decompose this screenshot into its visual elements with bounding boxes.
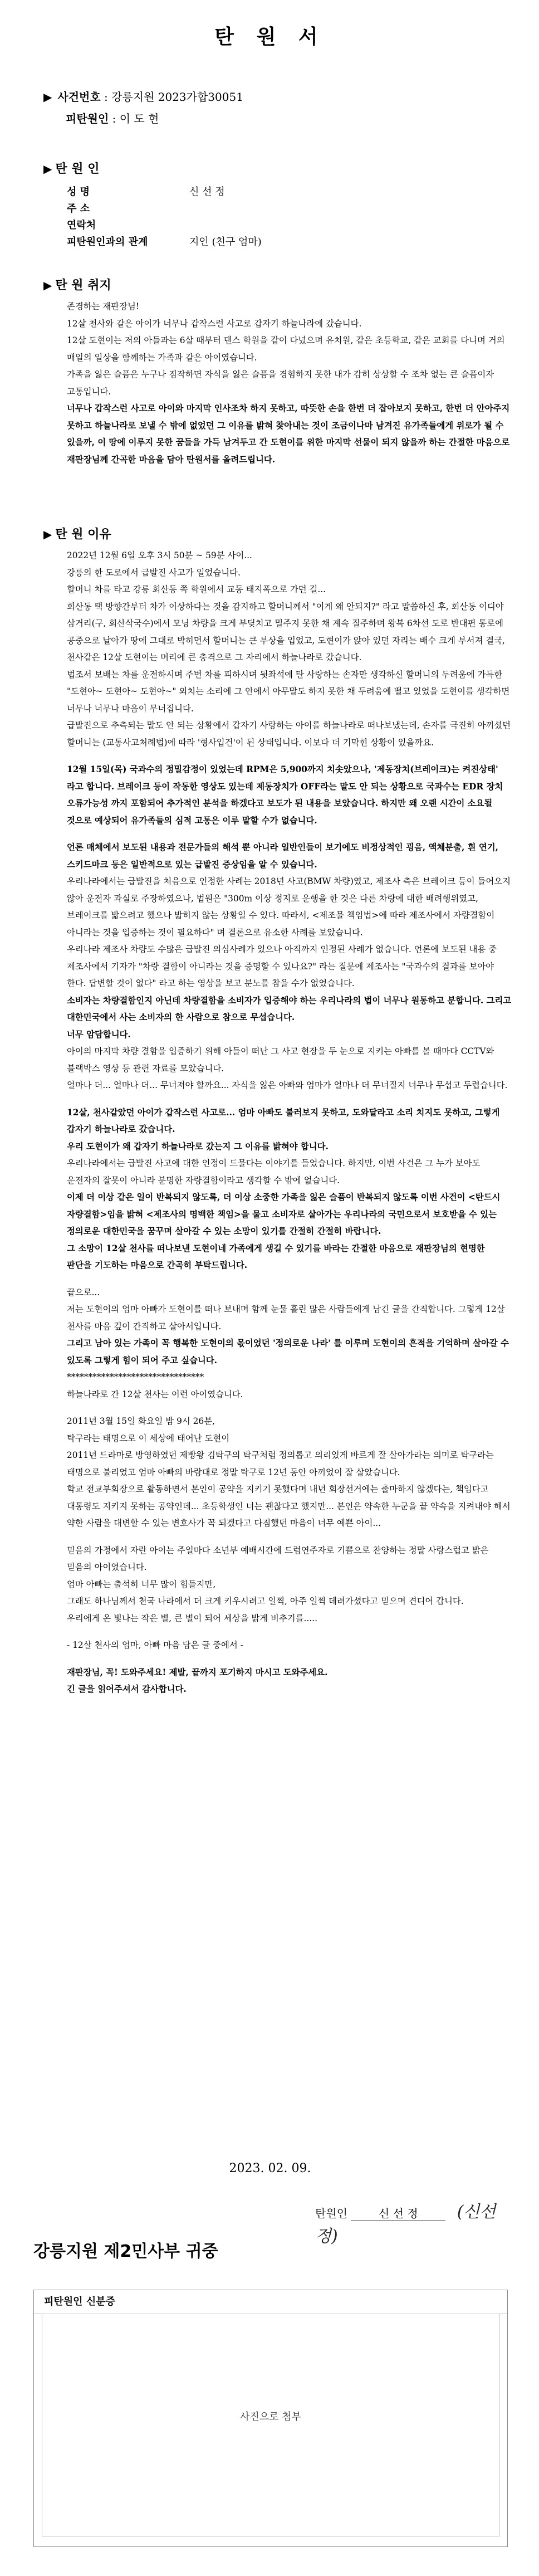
reason-section [67, 547, 512, 1698]
petitioner-relation-row [67, 234, 262, 248]
petitioner-name-row [67, 184, 225, 198]
triangle-bullet-icon: ▶ [43, 279, 52, 292]
reason-paragraph: 끝으로... 저는 도현이의 엄마 아빠가 도현이를 떠나 보내며 함께 눈물 흘린 많은 사람들에게 남긴 글을 간직합니다. 그렇게 12살 천사를 마음 깊이 간직하고 살아서입니다. [67, 1287, 505, 1331]
reason-paragraph-bold: 12살, 천사같았던 아이가 갑작스런 사고로... 엄마 아빠도 불러보지 못하고, 도와달라고 소리 치지도 못하고, 그렇게 갑자기 하늘나라로 갔습니다. 우리 도현이가 왜 갑자기 하늘나라로 갔는지 그 이유를 밝혀야 합니다. [67, 1107, 500, 1152]
info-key: 성 명 [67, 186, 90, 198]
reason-paragraph: 아이의 마지막 차량 결함을 입증하기 위해 아들이 떠난 그 사고 현장을 두 눈으로 지키는 아빠를 볼 때마다 CCTV와 블랙박스 영상 등 관련 자료를 모았습니다. 얼마나 더... 얼마나 더... 무너져야 할까요... 자식을 잃은 아빠와 엄마가 얼마나 더 무너질지 너무나 무섭고 두렵습니다. [67, 1046, 508, 1090]
case-number-label: 사건번호 [57, 90, 101, 104]
reason-paragraph-bold: 언론 매체에서 보도된 내용과 전문가들의 해석 뿐 아니라 일반인들이 보기에도 비정상적인 굉음, 액체분출, 흰 연기, 스키드마크 등은 일반적으로 있는 급발진 증상임을 알 수 있습니다. [67, 842, 502, 870]
reason-paragraph: ******************************** 하늘나라로 간 12살 천사는 이런 아이였습니다. [67, 1372, 243, 1399]
reason-paragraph-bold: 소비자는 차량결함인지 아닌데 차량결함을 소비자가 입증해야 하는 우리나라의 법이 너무나 원통하고 분합니다. 그리고 대한민국에서 사는 소비자의 한 사람으로 참으로 무섭습니다. 너무 암담합니다. [67, 995, 512, 1040]
info-key: 피탄원인과의 관계 [67, 236, 148, 248]
case-number-value: : 강릉지원 2023가합30051 [100, 90, 243, 104]
id-photo-frame [42, 2314, 499, 2536]
signer-name: 신 선 정 [351, 2204, 445, 2221]
purpose-section [67, 298, 512, 468]
reason-heading: ▶ 탄 원 이유 [43, 528, 111, 541]
petition-date: 2023. 02. 09. [229, 2162, 311, 2175]
purpose-heading: ▶ 탄 원 취지 [43, 279, 111, 292]
purpose-paragraph-bold: 너무나 갑작스런 사고로 아이와 마지막 인사조차 하지 못하고, 따뜻한 손을 한번 더 잡아보지 못하고, 한번 더 안아주지 못하고 하늘나라로 보낼 수 밖에 없었던 그 이유를 밝혀 찾아내는 것이 조금이나마 남겨진 유가족들에게 위로가 될 수 있을까, 이 땅에 이루지 못한 꿈들을 가득 남겨두고 간 도현이를 위한 마지막 선물이 되지 않을까 하는 간절한 마음으로 재판장님께 간곡한 마음을 담아 탄원서를 올려드립니다. [67, 403, 513, 465]
id-photo-box [33, 2290, 508, 2547]
reason-paragraph-bold: 그리고 남아 있는 가족이 꼭 행복한 도현이의 몫이었던 '정의로운 나라' 를 이루며 도현이의 흔적을 기억하며 살아갈 수 있도록 그렇게 힘이 되어 주고 싶습니다. [67, 1338, 512, 1365]
case-number-row [43, 88, 243, 104]
petitioner-address-row [67, 201, 189, 215]
info-key: 연락처 [67, 219, 96, 231]
id-photo-header: 피탄원인 신분증 [34, 2290, 507, 2314]
triangle-bullet-icon: ▶ [43, 162, 52, 175]
reason-paragraph-bold: 12월 15일(목) 국과수의 정밀감정이 있었는데 RPM은 5,900까지 치솟았으나, '제동장치(브레이크)는 켜진상태' 라고 합니다. 브레이크 등이 작동한 영상도 있는데 제동장치가 OFF라는 말도 안 되는 상황으로 국과수는 EDR 장치 오류가능성 까지 포함되어 추가적인 분석을 하겠다고 보도가 된 내용을 보았습니다. 하지만 왜 오랜 시간이 소요될 것으로 예상되어 유가족들의 심적 고통은 이루 말할 수가 없습니다. [67, 764, 506, 826]
info-key: 주 소 [67, 203, 90, 214]
petitioner-heading: ▶ 탄 원 인 [43, 162, 100, 176]
reason-quote-attribution: - 12살 천사의 엄마, 아빠 마음 담은 글 중에서 - [67, 1640, 243, 1650]
signature-seal: (신선정) [315, 2202, 496, 2246]
defendant-label: 피탄원인 [66, 112, 109, 125]
id-photo-placeholder: 사진으로 첨부 [239, 2411, 302, 2423]
document-title: 탄 원 서 [214, 25, 326, 48]
info-value: 지인 (친구 엄마) [189, 236, 262, 248]
reason-paragraph: 우리나라에서는 급발진을 처음으로 인정한 사례는 2018년 사고(BMW 차량)였고, 제조사 측은 브레이크 등이 들어오지 않아 운전자 과실로 주장하였으나, 법원은 "300m 이상 정지로 운행을 한 것은 다른 차량에 대한 배려행위였고, 브레이크를 밟으려고 했으나 밟히지 않는 상황일 수 있다. 따라서, <제조물 책임법>에 따라 제조사에서 자량결함이 아니라는 것을 입증하는 것이 필요하다" 며 결론으로 유소한 사례를 보았습니다. 우리나라 제조사 차량도 수많은 급발진 의심사례가 있으나 아직까지 인정된 사례가 없습니다. 언론에 보도된 내용 중 제조사에서 기자가 "차량 결함이 아니라는 것을 증명할 수 있나요?" 라는 질문에 제조사는 "국과수의 결과를 보아야 한다. 답변할 것이 없다" 라고 하는 영상을 보고 분노를 참을 수가 없었습니다. [67, 876, 511, 988]
reason-paragraph: 2011년 3월 15일 화요일 밤 9시 26분, 탁구라는 태명으로 이 세상에 태어난 도현이 2011년 드라마로 방영하였던 제빵왕 김탁구의 탁구처럼 정의롭고 의리있게 바르게 잘 살아가라는 의미로 탁구라는 태명으로 불리었고 엄마 아빠의 바람대로 정말 탁구로 12년 동안 아끼었이 잘 살았습니다. 학교 전교부회장으로 활동하면서 본인이 공약을 지키기 못했다며 내년 회장선거에는 출마하지 않겠다는, 책임다고 대통령도 지키지 못하는 공약인데... 초등학생인 너는 괜찮다고 했지만... 본인은 약속한 누군을 끝 약속을 지켜내야 해서 약한 사람을 대변할 수 있는 변호사가 꼭 되겠다고 다짐했던 마음이 너무 예쁜 아이... [67, 1416, 511, 1528]
triangle-bullet-icon: ▶ [43, 91, 52, 104]
defendant-row [66, 110, 159, 126]
reason-paragraph-bold: 이제 더 이상 같은 일이 반복되지 않도록, 더 이상 소중한 가족을 잃은 슬픔이 반복되지 않도록 이번 사건이 <탄드시 자량결함>임을 밝혀 <제조사의 명백한 책임>을 물고 소비자로 살아가는 우리나라의 국민으로서 보호받을 수 있는 정의로운 대한민국을 꿈꾸며 살아갈 수 있는 소망이 있기를 간절히 간절히 바랍니다. 그 소망이 12살 천사를 떠나보낸 도현이네 가족에게 생길 수 있기를 바라는 간절한 마음으로 재판장님의 현명한 판단을 기도하는 마음으로 간곡히 부탁드립니다. [67, 1192, 501, 1270]
petitioner-contact-row [67, 217, 189, 232]
reason-closing-plea: 재판장님, 꼭! 도와주세요! 제발, 끝까지 포기하지 마시고 도와주세요. 긴 글을 읽어주셔서 감사합니다. [67, 1667, 328, 1694]
triangle-bullet-icon: ▶ [43, 528, 52, 541]
defendant-value: : 이 도 현 [109, 112, 159, 125]
court-addressee: 강릉지원 제2민사부 귀중 [33, 2242, 218, 2261]
reason-paragraph: 믿음의 가정에서 자란 아이는 주일마다 소년부 예배시간에 드럼연주자로 기쁨으로 찬양하는 정말 사랑스럽고 밝은 믿음의 아이였습니다. 엄마 아빠는 출석히 너무 많이 힘들지만, 그래도 하나님께서 천국 나라에서 더 크게 키우시려고 일찍, 아주 일찍 데려가셨다고 믿으며 견디어 갑니다. 우리에게 온 빛나는 작은 별, 큰 별이 되어 세상을 밝게 비추기를..... [67, 1545, 489, 1623]
signature-row [315, 2198, 507, 2247]
reason-paragraph: 우리나라에서는 급발진 사고에 대한 인정이 드물다는 이야기를 들었습니다. 하지만, 이번 사건은 그 누가 보아도 운전자의 잘못이 아니라 분명한 자량결함이라고 생각할 수 밖에 없습니다. [67, 1158, 483, 1185]
info-value: 신 선 정 [189, 186, 225, 198]
signer-label: 탄원인 [315, 2207, 347, 2220]
reason-paragraph: 2022년 12월 6일 오후 3시 50분 ~ 59분 사이... 강릉의 한 도로에서 급발진 사고가 일었습니다. 할머니 차를 타고 강릉 회산동 쪽 학원에서 교동 태지폭으로 가던 길... 회산동 택 방향간부터 차가 이상하다는 것을 감지하고 할머니께서 "이게 왜 안되지?" 라고 말씀하신 후, 회산동 이디야 삼거리(구, 회산삭국수)에서 모닝 차량을 크게 부딪치고 밀주지 못한 채 계속 질주하며 왕복 6차선 도로 반대편 통로에 공중으로 날아가 땅에 그대로 박히면서 할머니는 큰 부상을 입었고, 도현이가 앉아 있던 자리는 배수 크게 부서져 결국, 천사같은 12살 도현이는 머리에 큰 충격으로 그 자리에서 하늘나라로 갔습니다. 법조서 보배는 차를 운전하시며 주변 차를 피하시며 뒷좌석에 탄 사랑하는 손자만 생각하신 할머니의 두려움에 가득한 "도현아~ 도현아~ 도현아~" 외치는 소리에 그 안에서 아무말도 하지 못한 채 두려움에 떨고 있었을 도현이를 생각하면 너무나 너무나 마음이 무너집니다. 급발진으로 추측되는 말도 안 되는 상황에서 갑자기 사랑하는 아이를 하늘나라로 떠나보냈는데, 손자를 극진히 아끼셨던 할머니는 (교통사고처례법)에 따라 '형사입건'이 된 상태입니다. 이보다 더 기막힌 상황이 있을까요. [67, 550, 511, 748]
purpose-paragraph: 존경하는 재판장님! 12살 천사와 같은 아이가 너무나 갑작스런 사고로 갑자기 하늘나라에 갔습니다. 12살 도현이는 저의 아들과는 6살 때부터 댄스 학원을 같이 다녔으며 유치원, 같은 초등학교, 같은 교회를 다니며 거의 매일의 일상을 함께하는 가족과 같은 아이였습니다. 가족을 잃은 슬픔은 누구나 짐작하면 자식을 잃은 슬픔을 경험하지 못한 내가 감히 상상할 수 조차 없는 큰 슬픔이자 고통입니다. [67, 301, 505, 397]
